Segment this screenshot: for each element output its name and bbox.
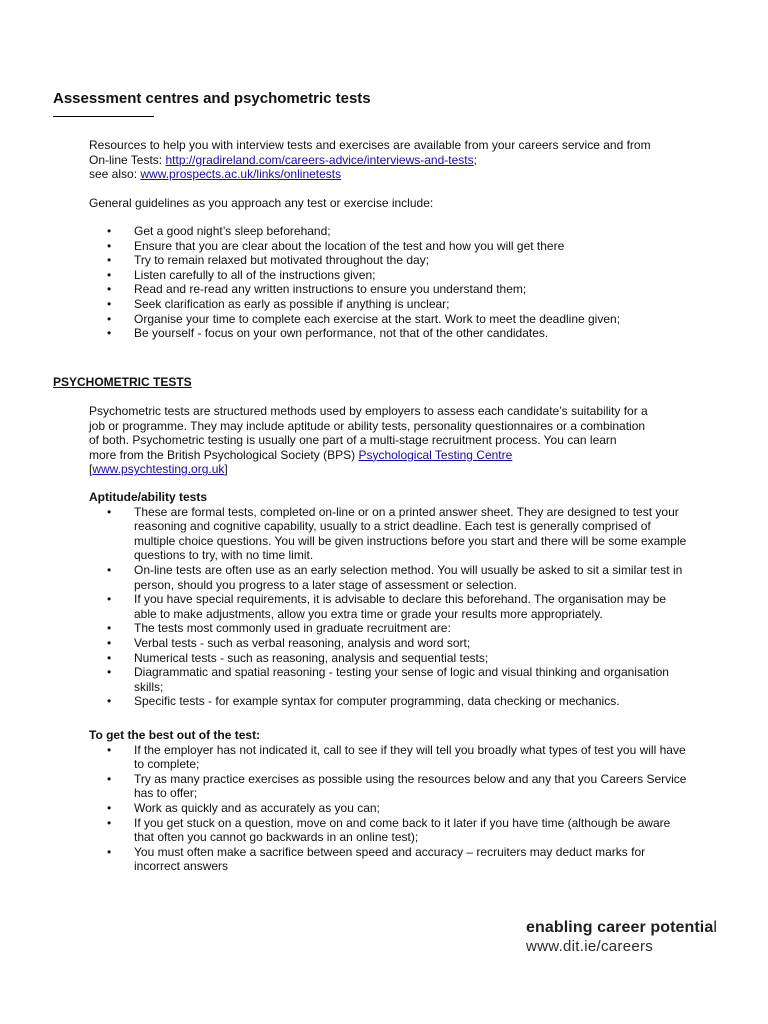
- aptitude-list: [89, 505, 689, 709]
- list-item: • If you get stuck on a question, move on and come back to it later if you have time (although be aware that often you cannot go backwards in an online test);: [89, 816, 689, 845]
- intro-line-1: Resources to help you with interview tests and exercises are available from your careers service and from: [89, 138, 651, 152]
- footer-tagline-end: l: [713, 919, 717, 936]
- list-item: • Seek clarification as early as possible if anything is unclear;: [89, 297, 729, 312]
- list-item: • If the employer has not indicated it, call to see if they will tell you broadly what types of test you will have to complete;: [89, 743, 689, 772]
- prospects-link[interactable]: www.prospects.ac.uk/links/onlinetests: [140, 167, 342, 182]
- list-item: • The tests most commonly used in graduate recruitment are:: [89, 621, 689, 636]
- footer-branding: [526, 918, 756, 956]
- guidelines-list: [89, 224, 729, 341]
- footer-tagline: [526, 918, 756, 938]
- list-item: • Organise your time to complete each exercise at the start. Work to meet the deadline given;: [89, 312, 729, 327]
- psychometric-line-3: of both. Psychometric testing is usually one part of a multi-stage recruitment process. You can learn: [89, 433, 617, 448]
- footer-url: www.dit.ie/careers: [526, 938, 654, 955]
- footer-tagline-bold: enabling career potentia: [526, 919, 714, 936]
- list-item: • Ensure that you are clear about the location of the test and how you will get there: [89, 239, 729, 254]
- list-item: • These are formal tests, completed on-line or on a printed answer sheet. They are designed to test your reasoning and cognitive capability, usually to a strict deadline. Each test is generally comprised of multiple choice questions. You will be given instructions before you start and there will be some example questions to try, with no time limit.: [89, 505, 689, 563]
- intro-line-3: [89, 167, 689, 182]
- best-heading: To get the best out of the test:: [89, 728, 261, 742]
- psychometric-line-5: [89, 462, 689, 477]
- list-item: • Work as quickly and as accurately as you can;: [89, 801, 689, 816]
- list-item: • Specific tests - for example syntax for computer programming, data checking or mechanics.: [89, 694, 689, 709]
- psychometric-line-2: job or programme. They may include aptitude or ability tests, personality questionnaires or a combination: [89, 418, 646, 433]
- psychometric-line-4: [89, 448, 689, 463]
- gradireland-link[interactable]: http://gradireland.com/careers-advice/interviews-and-tests: [165, 152, 474, 167]
- list-item: • Verbal tests - such as verbal reasoning, analysis and word sort;: [89, 636, 689, 651]
- list-item: • Get a good night’s sleep beforehand;: [89, 224, 729, 239]
- psychometric-heading: PSYCHOMETRIC TESTS: [53, 375, 192, 389]
- guidelines-section: [89, 196, 689, 211]
- list-item: • If you have special requirements, it is advisable to declare this beforehand. The organisation may be able to make adjustments, allow you extra time or grade your results more appropriately.: [89, 592, 689, 621]
- list-item: • Listen carefully to all of the instructions given;: [89, 268, 729, 283]
- intro-line-2: [89, 153, 689, 168]
- list-item: • Diagrammatic and spatial reasoning - testing your sense of logic and visual thinking and organisation skills;: [89, 665, 689, 694]
- best-section: [89, 728, 689, 874]
- psychological-testing-centre-link[interactable]: Psychological Testing Centre: [358, 447, 513, 462]
- psychtesting-link[interactable]: www.psychtesting.org.uk: [92, 462, 225, 477]
- intro-see-also-label: see also:: [89, 167, 141, 182]
- bracket-open: [: [89, 462, 93, 477]
- list-item: • Try to remain relaxed but motivated throughout the day;: [89, 253, 729, 268]
- intro-semicolon: ;: [473, 152, 477, 167]
- list-item: • You must often make a sacrifice between speed and accuracy – recruiters may deduct marks for incorrect answers: [89, 845, 689, 874]
- aptitude-heading: Aptitude/ability tests: [89, 490, 208, 504]
- list-item: • Numerical tests - such as reasoning, analysis and sequential tests;: [89, 651, 689, 666]
- psychometric-line-1: Psychometric tests are structured methods used by employers to assess each candidate’s suitability for a: [89, 404, 648, 418]
- best-list: [89, 743, 689, 874]
- list-item: • Be yourself - focus on your own performance, not that of the other candidates.: [89, 326, 729, 341]
- list-item: • Read and re-read any written instructions to ensure you understand them;: [89, 282, 729, 297]
- bracket-close: ]: [224, 462, 228, 477]
- guidelines-list-wrap: [89, 224, 729, 341]
- list-item: • Try as many practice exercises as possible using the resources below and any that you Careers Service has to offer;: [89, 772, 689, 801]
- psychometric-paragraph: [89, 404, 689, 477]
- intro-online-tests-label: On-line Tests:: [89, 152, 166, 167]
- guidelines-intro: General guidelines as you approach any test or exercise include:: [89, 196, 434, 210]
- intro-section: [89, 138, 689, 182]
- aptitude-section: [89, 490, 689, 709]
- list-item: • On-line tests are often use as an early selection method. You will usually be asked to sit a similar test in person, should you progress to a later stage of assessment or selection.: [89, 563, 689, 592]
- psychometric-bps-text: more from the British Psychological Society (BPS): [89, 447, 359, 462]
- page-title: Assessment centres and psychometric tests: [53, 90, 371, 107]
- title-underline: [53, 116, 154, 117]
